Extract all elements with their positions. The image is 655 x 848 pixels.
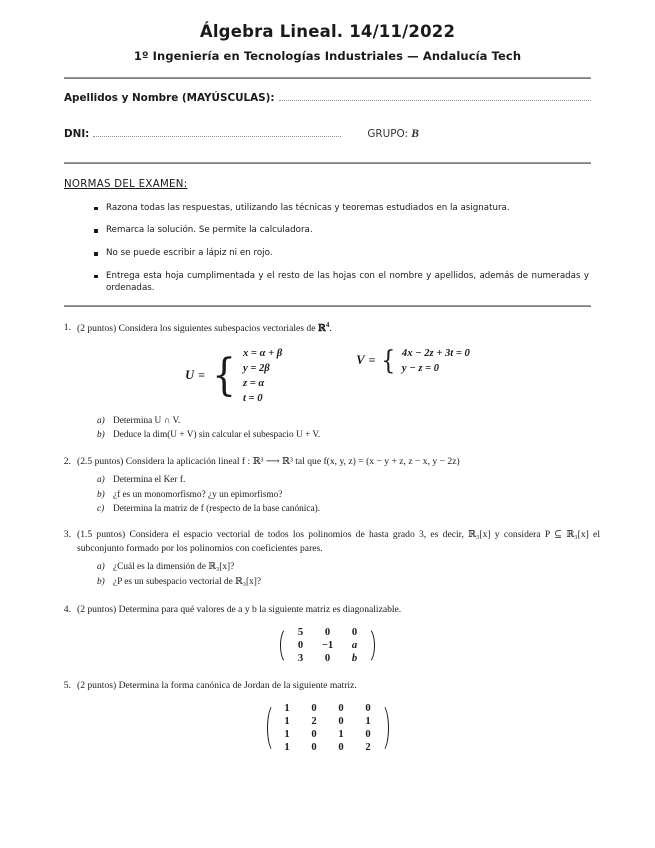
table-row xyxy=(274,715,382,728)
equiv-symbol: ≡ xyxy=(198,368,205,383)
problem-number: 1. xyxy=(63,322,71,334)
matrix-cell: 0 xyxy=(324,653,331,665)
space-exponent: 4 xyxy=(325,322,330,330)
document-header xyxy=(0,0,655,63)
problem-3-subitems xyxy=(55,560,600,589)
matrix-cell: 0 xyxy=(297,639,304,651)
list-item xyxy=(97,502,600,516)
subitem-label: b) xyxy=(97,489,105,500)
equation-list xyxy=(243,346,282,406)
name-input[interactable] xyxy=(279,92,591,101)
system-name: V xyxy=(356,353,365,368)
table-row xyxy=(287,626,368,639)
problem-3 xyxy=(55,528,600,555)
list-item xyxy=(97,575,600,589)
matrix-cell: 3 xyxy=(297,653,304,665)
matrix-3x3 xyxy=(278,626,377,666)
left-paren-icon xyxy=(278,626,287,666)
matrix-table xyxy=(274,702,382,755)
bullet-icon xyxy=(94,275,98,279)
matrix-cell: 0 xyxy=(311,742,317,754)
page-subtitle: 1º Ingeniería en Tecnologías Industriales — Andalucía Tech xyxy=(133,48,522,63)
group-label: GRUPO: xyxy=(367,127,408,140)
matrix-4x4 xyxy=(265,702,391,755)
list-item xyxy=(94,271,591,294)
equation: x = α + β xyxy=(242,347,283,359)
problem-number: 4. xyxy=(63,604,71,616)
matrix-cell: 1 xyxy=(284,715,290,727)
equation: z = α xyxy=(242,377,265,389)
system-U xyxy=(185,346,282,406)
subitem-text: ¿P es un subespacio vectorial de ℝ₃[x]? xyxy=(113,576,261,587)
subitem-label: b) xyxy=(97,576,105,587)
list-item xyxy=(97,473,600,487)
system-name: U xyxy=(185,368,195,383)
rule-text: Remarca la solución. Se permite la calculadora. xyxy=(106,225,313,236)
matrix-cell: 0 xyxy=(365,729,371,741)
problem-text: Determina la forma canónica de Jordan de la siguiente matriz. xyxy=(118,680,357,692)
space-symbol: ℝ xyxy=(317,323,326,335)
dni-input[interactable] xyxy=(93,128,341,137)
list-item xyxy=(94,248,591,260)
page-title: Álgebra Lineal. 14/11/2022 xyxy=(199,22,456,41)
subspace-systems xyxy=(55,346,600,406)
name-label: Apellidos y Nombre (MAYÚSCULAS): xyxy=(64,91,275,104)
problem-points: (2.5 puntos) xyxy=(77,455,124,467)
problem-statement xyxy=(77,679,600,692)
problem-number: 3. xyxy=(63,529,71,541)
problem-2 xyxy=(55,455,600,468)
problem-number: 2. xyxy=(63,455,71,467)
subitem-label: c) xyxy=(97,504,105,515)
exam-rules-list xyxy=(64,203,591,295)
table-row xyxy=(287,652,368,665)
problem-statement xyxy=(77,321,600,336)
problem-2-subitems xyxy=(55,473,600,516)
problem-statement xyxy=(77,603,600,616)
bullet-icon xyxy=(94,207,98,211)
problem-text: Considera los siguientes subespacios vectoriales de xyxy=(118,323,316,335)
problem-points: (1.5 puntos) xyxy=(77,529,126,541)
bullet-icon xyxy=(94,252,98,256)
subitem-label: b) xyxy=(97,430,105,441)
subitem-text: Determina U ∩ V. xyxy=(113,416,181,427)
table-row xyxy=(274,728,382,741)
rule-text: Entrega esta hoja cumplimentada y el resto de las hojas con el nombre y apellidos, además de numeradas y ordenadas. xyxy=(106,270,589,293)
matrix-cell: 0 xyxy=(338,715,344,727)
group-field xyxy=(367,128,419,140)
system-V xyxy=(356,346,470,376)
list-item xyxy=(97,414,600,428)
dni-row xyxy=(64,128,591,150)
problem-4-matrix xyxy=(55,626,600,666)
matrix-cell: 1 xyxy=(284,702,290,714)
left-paren-icon xyxy=(265,702,274,755)
matrix-cell: b xyxy=(351,653,358,665)
subitem-text: ¿f es un monomorfismo? ¿y un epimorfismo? xyxy=(113,489,283,500)
matrix-cell: 0 xyxy=(351,626,358,638)
problem-points: (2 puntos) xyxy=(77,680,117,692)
subitem-text: Determina el Ker f. xyxy=(113,475,186,486)
matrix-cell: −1 xyxy=(321,639,334,651)
matrix-cell: 0 xyxy=(338,702,344,714)
problem-5 xyxy=(55,679,600,692)
problem-1 xyxy=(55,321,600,336)
matrix-cell: 2 xyxy=(365,742,371,754)
list-item xyxy=(97,560,600,574)
problem-points: (2 puntos) xyxy=(77,323,117,335)
problem-points: (2 puntos) xyxy=(77,604,117,616)
subitem-label: a) xyxy=(97,416,105,427)
matrix-cell: 0 xyxy=(311,729,317,741)
exam-rules-section xyxy=(64,164,591,295)
table-row xyxy=(287,639,368,652)
matrix-table xyxy=(287,626,368,666)
problem-statement xyxy=(77,455,600,468)
subitem-text: ¿Cuál es la dimensión de ℝ₃[x]? xyxy=(113,562,235,573)
matrix-cell: 1 xyxy=(338,729,344,741)
problem-4 xyxy=(55,603,600,616)
problem-statement xyxy=(77,528,600,555)
equation: y − z = 0 xyxy=(401,362,440,374)
rule-text: No se puede escribir a lápiz ni en rojo. xyxy=(106,248,273,259)
problem-text: Considera el espacio vectorial de todos los polinomios de hasta grado 3, es decir, ℝ₃[x] y considera P ⊆ ℝ₃[x] el subconjunto formado por los polinomios con coeficientes pares. xyxy=(77,529,600,554)
matrix-cell: 1 xyxy=(284,729,290,741)
table-row xyxy=(274,741,382,754)
matrix-cell: 0 xyxy=(324,626,331,638)
left-brace-icon: { xyxy=(381,345,396,376)
list-item xyxy=(94,203,591,215)
problem-5-matrix xyxy=(55,702,600,755)
equation: t = 0 xyxy=(242,393,263,404)
matrix-cell: 1 xyxy=(284,742,290,754)
equiv-symbol: ≡ xyxy=(368,353,376,368)
matrix-cell: 0 xyxy=(311,702,317,714)
subitem-label: a) xyxy=(97,562,105,573)
right-paren-icon xyxy=(368,626,377,666)
matrix-cell: 1 xyxy=(365,715,371,727)
problem-1-subitems xyxy=(55,414,600,443)
list-item xyxy=(94,225,591,237)
group-value: B xyxy=(411,127,419,140)
subitem-text: Determina la matriz de f (respecto de la base canónica). xyxy=(113,504,321,515)
equation-list xyxy=(402,346,470,376)
matrix-cell: 0 xyxy=(338,742,344,754)
identity-section xyxy=(64,79,591,150)
problem-text: Considera la aplicación lineal f : ℝ³ ⟶ ℝ³ tal que f(x, y, z) = (x − y + z, z − x, y − 2z) xyxy=(125,455,460,467)
statement-tail: . xyxy=(329,323,332,335)
list-item xyxy=(97,488,600,502)
right-paren-icon xyxy=(382,702,391,755)
equation: 4x − 2z + 3t = 0 xyxy=(401,347,470,359)
dni-label: DNI: xyxy=(64,127,90,140)
problem-text: Determina para qué valores de a y b la siguiente matriz es diagonalizable. xyxy=(118,604,402,616)
exam-rules-title: NORMAS DEL EXAMEN: xyxy=(64,178,188,190)
equation: y = 2β xyxy=(242,362,270,374)
matrix-cell: a xyxy=(351,639,358,651)
subitem-label: a) xyxy=(97,475,105,486)
matrix-cell: 5 xyxy=(297,626,304,638)
rule-text: Razona todas las respuestas, utilizando las técnicas y teoremas estudiados en la asignatura. xyxy=(106,202,510,213)
subitem-text: Deduce la dim(U + V) sin calcular el subespacio U + V. xyxy=(113,430,321,441)
problem-number: 5. xyxy=(63,680,71,692)
list-item xyxy=(97,428,600,442)
left-brace-icon: { xyxy=(212,350,236,402)
name-row xyxy=(64,92,591,114)
matrix-cell: 2 xyxy=(311,715,317,727)
bullet-icon xyxy=(94,229,98,233)
table-row xyxy=(274,702,382,715)
problems-section xyxy=(55,307,600,754)
matrix-cell: 0 xyxy=(365,702,371,714)
